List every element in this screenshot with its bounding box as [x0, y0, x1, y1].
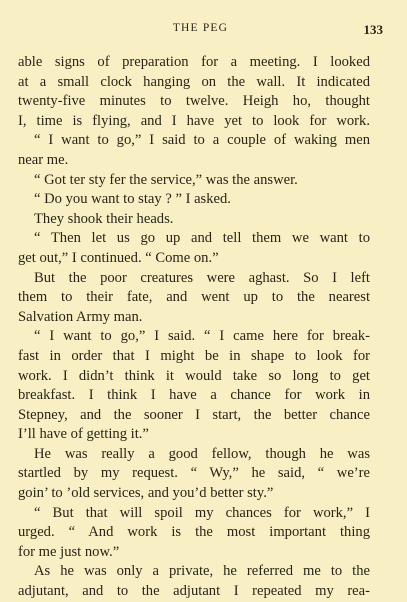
text-line: “ Got ter sty fer the service,” was the answer. [34, 171, 298, 188]
text-line: fast in order that I might be in shape to look for [18, 347, 370, 364]
text-line: “ Then let us go up and tell them we want to [34, 230, 370, 247]
text-line: “ But that will spoil my chances for work,” I [34, 504, 370, 521]
text-line: work. I didn’t think it would take so long to get [18, 367, 370, 384]
text-line: goin’ to ’old services, and you’d better sty.” [18, 485, 274, 502]
page-number: 133 [363, 22, 383, 37]
text-line: Stepney, and the sooner I start, the better chance [18, 406, 370, 423]
body-text [18, 53, 370, 602]
text-line: get out,” I continued. “ Come on.” [18, 249, 219, 266]
text-line: breakfast. I think I have a chance for work in [18, 387, 370, 404]
text-line: Salvation Army man. [18, 308, 143, 325]
text-line: them to their fate, and went up to the nearest [18, 289, 370, 306]
text-line: He was really a good fellow, though he was [34, 445, 370, 462]
text-line: I’ll have of getting it.” [18, 426, 149, 443]
text-line: “ I want to go,” I said to a couple of waking men [34, 132, 370, 149]
text-line: twenty-five minutes to twelve. Heigh ho, thought [18, 93, 370, 110]
text-line: for me just now.” [18, 543, 120, 560]
text-line: at a small clock hanging on the wall. It indicated [18, 73, 370, 90]
text-line: startled by my request. “ Wy,” he said, “ we’re [18, 465, 370, 482]
page-header [18, 22, 383, 40]
text-line: adjutant, and to the adjutant I repeated my rea- [18, 583, 370, 600]
running-title: THE PEG [172, 22, 229, 34]
text-line: They shook their heads. [34, 210, 174, 227]
text-line: “ I want to go,” I said. “ I came here for break- [34, 328, 370, 345]
text-line: able signs of preparation for a meeting. I looked [18, 54, 370, 70]
text-line: I, time is flying, and I have yet to look for work. [18, 112, 370, 129]
text-line: “ Do you want to stay ? ” I asked. [34, 191, 231, 208]
text-line: near me. [18, 151, 69, 168]
text-line: But the poor creatures were aghast. So I left [34, 269, 370, 286]
text-line: urged. “ And work is the most important thing [18, 524, 370, 541]
text-line: As he was only a private, he referred me to the [34, 563, 370, 580]
